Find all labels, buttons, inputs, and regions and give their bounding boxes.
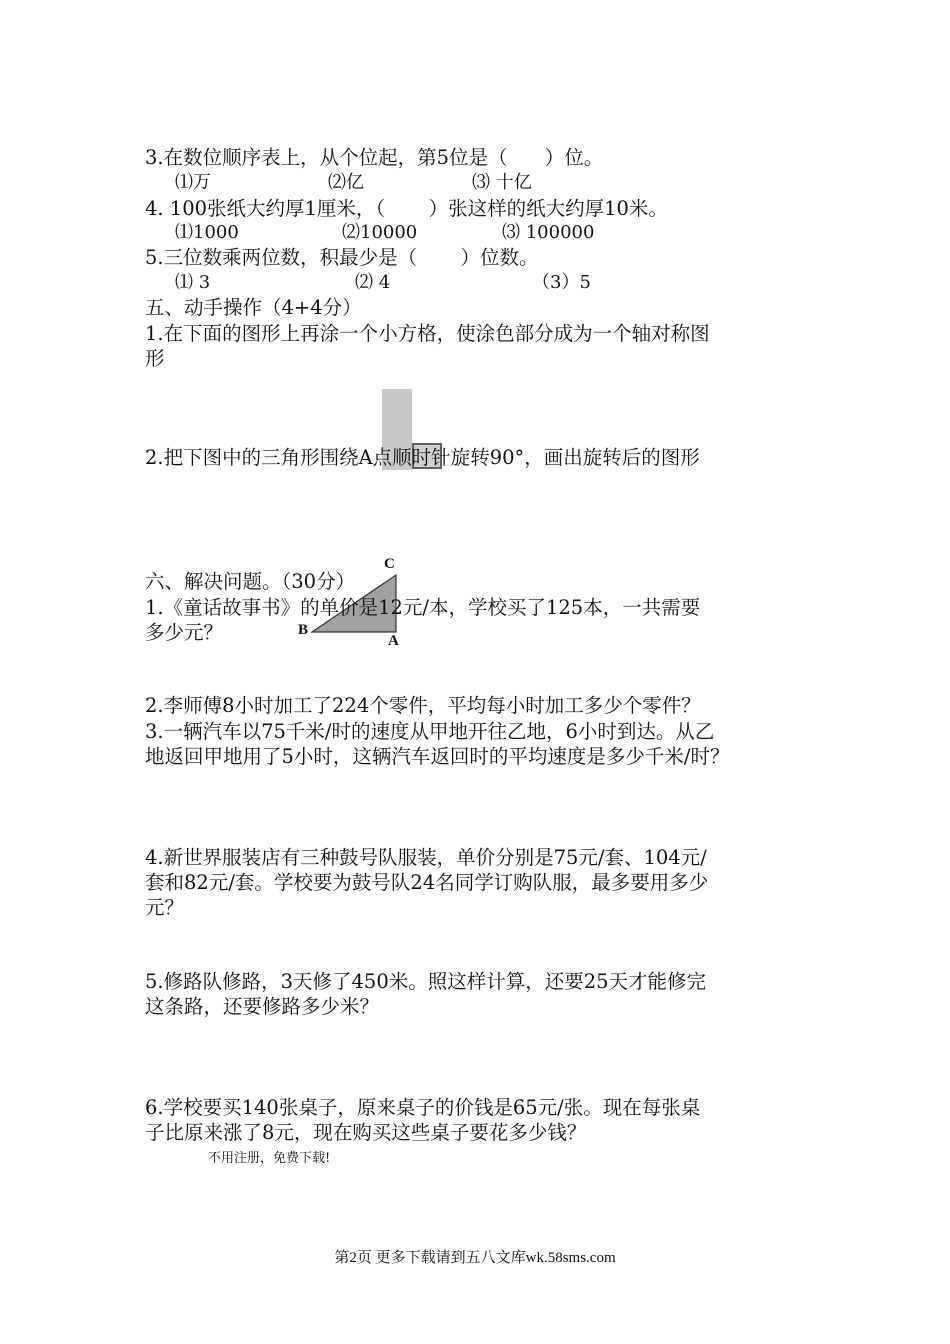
section6-q3-line2: 地返回甲地用了5小时，这辆汽车返回时的平均速度是多少千米/时？ (145, 745, 730, 768)
section6-q4-line1: 4.新世界服装店有三种鼓号队服装，单价分别是75元/套、104元/ (145, 846, 707, 869)
q3-option-2: ⑵亿 (328, 172, 364, 193)
page-footer: 第2页 更多下载请到五八文库wk.58sms.com (334, 1250, 616, 1266)
triangle-vertex-c: C (384, 556, 395, 572)
question-4-5: 5.三位数乘两位数，积最少是（ ）位数。 (145, 246, 539, 269)
section5-q1-line1: 1.在下面的图形上再涂一个小方格，使涂色部分成为一个轴对称图 (145, 322, 710, 345)
section6-q1-line2: 多少元？ (145, 621, 224, 644)
section6-q3-line1: 3.一辆汽车以75千米/时的速度从甲地开往乙地，6小时到达。从乙 (145, 720, 715, 743)
section5-heading: 五、动手操作（4+4分） (145, 296, 362, 319)
section5-q1-line2: 形 (145, 347, 165, 370)
section6-heading: 六、解决问题。（30分） (145, 570, 356, 593)
section6-q1-line1: 1.《童话故事书》的单价是12元/本，学校买了125本，一共需要 (145, 596, 701, 619)
q4-option-2: ⑵10000 (342, 222, 418, 243)
q5-option-1: ⑴ 3 (175, 272, 211, 293)
triangle-vertex-b: B (298, 622, 309, 638)
q4-option-3: ⑶ 100000 (502, 222, 595, 243)
download-note: 不用注册，免费下载! (208, 1151, 331, 1166)
triangle-vertex-a: A (388, 633, 399, 649)
section6-q4-line2: 套和82元/套。学校要为鼓号队24名同学订购队服，最多要用多少 (145, 871, 709, 894)
section6-q6-line2: 子比原来涨了8元，现在购买这些桌子要花多少钱？ (145, 1121, 587, 1144)
section6-q5-line1: 5.修路队修路，3天修了450米。照这样计算，还要25天才能修完 (145, 970, 707, 993)
q5-option-3: （3）5 (532, 272, 591, 293)
section6-q4-line3: 元？ (145, 896, 185, 919)
question-4-4: 4. 100张纸大约厚1厘米，（ ）张这样的纸大约厚10米。 (145, 197, 668, 220)
section5-q2: 2.把下图中的三角形围绕A点顺时针旋转90°，画出旋转后的图形 (145, 446, 700, 469)
q3-option-1: ⑴万 (175, 172, 211, 193)
q5-option-2: ⑵ 4 (355, 272, 391, 293)
section6-q5-line2: 这条路，还要修路多少米？ (145, 995, 380, 1018)
question-4-3: 3.在数位顺序表上，从个位起，第5位是（ ）位。 (145, 146, 604, 169)
q3-option-3: ⑶ 十亿 (472, 172, 532, 193)
q4-option-1: ⑴1000 (175, 222, 239, 243)
section6-q6-line1: 6.学校要买140张桌子，原来桌子的价钱是65元/张。现在每张桌 (145, 1096, 701, 1119)
section6-q2: 2.李师傅8小时加工了224个零件，平均每小时加工多少个零件？ (145, 694, 701, 717)
